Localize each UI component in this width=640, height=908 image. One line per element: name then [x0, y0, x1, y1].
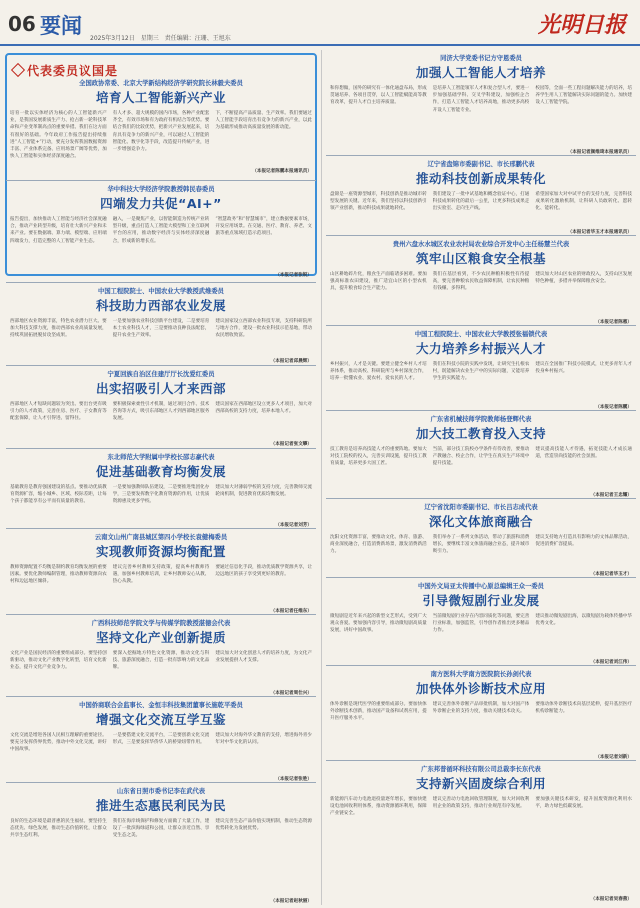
article-byline: （本报记者陈鹏本报通讯员）: [252, 169, 312, 174]
article: [330, 329, 632, 408]
column-divider: [321, 50, 322, 905]
article-byline: （本报记者刘新）: [595, 755, 632, 760]
article-body: 一是要搭建文化交流平台，二是要创新文化交流形式，三是要发挥华侨华人的桥梁纽带作用。: [112, 733, 210, 746]
rule: [6, 696, 316, 697]
article-byline: （本报记者张锐）: [275, 273, 312, 278]
article-title: 推进生态惠民利民为民: [95, 798, 226, 813]
article-body: 融入，一是聚焦产业，以智能制造为传统产业转型升级，重点打造人工智能大模型和工业互联网平台的应用，推动数字经济与实体经济深度融合，形成新的增长点。: [112, 217, 210, 244]
article-kicker: 广东省机械技师学院教师杨登辉代表: [430, 416, 532, 423]
article-body: 和你想做，国外的研究有一体化通盘布局，形成贯通培养、各项目贯穿，以人工智能赋能高等教育改革，提升人才自主培养质量。: [330, 86, 427, 106]
article-body: 校园等，全面一些工程问题解决能力的培养，培养学生用人工智能解决实际问题的能力。加快建设人工智能学院。: [535, 86, 633, 106]
rule: [326, 665, 636, 666]
article: [10, 184, 312, 280]
article-body: 新能源汽车动力电池退役量逐年增长，要加快建设电池回收利用体系，推动资源循环利用，保障产业链安全。: [330, 797, 427, 817]
article-kicker: 华中科技大学经济学院教授韩民春委员: [107, 186, 215, 193]
article-body: 建议完善动力电池回收管理制度，加大对回收利用企业的政策支持，推动行业规范有序发展。: [432, 797, 530, 810]
article-body: 技工教育是培养高技能人才的重要阵地。要加大对技工院校的投入，完善实训设施，提升技工教育质量，培养更多大国工匠。: [330, 447, 427, 467]
rule: [6, 448, 316, 449]
article-body: 盘锦是一座资源型城市，科技创新是推动城市转型发展的关键。近年来，我们坚持以科技创新引领产业创新，推动科技成果就地转化。: [330, 192, 427, 212]
article-body: 建议国家设立西部农业科技专项，支持科研院所与地方合作，建设一批农业科技示范基地，带动农民增收致富。: [215, 319, 313, 339]
article: [330, 53, 632, 153]
article-body: 是培养人工智能领军人才和复合型人才，要进一步加强基础学科、交叉学科建设，加强校企合作，打造人工智能人才培养高地，推动更多高校开设人工智能专业。: [432, 86, 530, 113]
article: [10, 700, 312, 780]
article-kicker: 中国侨商联合会监事长、金恒丰科技集团董事长施乾平委员: [79, 702, 243, 709]
article-title: 科技助力西部农业发展: [95, 298, 226, 313]
article: [330, 159, 632, 233]
article-byline: （本报记者张文攀）: [270, 442, 312, 447]
article-title: 加快体外诊断技术应用: [415, 681, 546, 696]
article: [10, 78, 312, 178]
article: [330, 581, 632, 663]
article-title: 筑牢山区粮食安全根基: [415, 251, 546, 266]
rule: [326, 325, 636, 326]
article-body: 我们举办了一系列文体活动，带动了旅游和消费增长，要继续丰富文体旅商融合业态，提升城市吸引力。: [432, 535, 530, 555]
article-title: 推动科技创新成果转化: [415, 171, 546, 186]
article-body: 下，不断提高产品质量、生产效率。我们要通过人工智能手段培育出有竞争力的新兴产业，以此为基础形成推动高质量发展的新动能。: [215, 111, 313, 131]
article-body: 教师资源配置不均衡是制约教育均衡发展的重要因素。要优化教师编制管理，推动教师资源向农村和边远地区倾斜。: [10, 565, 107, 585]
rule: [326, 155, 636, 156]
article-body: 建议加大对薄弱学校的支持力度，完善教师交流轮岗机制，促进教育优质均衡发展。: [215, 485, 313, 498]
rule: [6, 180, 316, 181]
article-body: 良好的生态环境是最普惠的民生福祉。要坚持生态优先、绿色发展，推动生态价值转化，让群众共享生态红利。: [10, 819, 107, 839]
article: [330, 414, 632, 496]
article-body: 一是要加强教师队伍建设，二是要推进集团化办学，三是要发挥数字化教育资源的作用，让优质资源惠及更多学校。: [112, 485, 210, 505]
article-kicker: 山东省日照市委书记李在武代表: [116, 788, 206, 795]
article-byline: （本报记者毕玉才本报通讯员）: [567, 230, 632, 235]
page-header: [0, 0, 640, 46]
article-body: 要深入挖掘地方特色文化资源，推动文化与科技、旅游深度融合，打造一批有影响力的文化品牌。: [112, 651, 210, 671]
article-body: 建议完善生态产品价值实现机制，推动生态资源优势转化为发展优势。: [215, 819, 313, 832]
article-kicker: 同济大学党委书记方守恩委员: [440, 55, 522, 62]
article-kicker: 东北师范大学附属中学校长邵志豪代表: [107, 454, 215, 461]
article-body: 要加强关键技术研发，提升固废资源化利用水平，助力绿色低碳发展。: [535, 797, 633, 810]
page-number: 06: [8, 12, 36, 36]
article-body: 建议加大对山区农业的财政投入，支持山区发展特色种植，多措并举保障粮食安全。: [535, 272, 633, 285]
article-kicker: 南方医科大学南方医院院长孙剑代表: [430, 671, 532, 678]
article: [10, 786, 312, 904]
article-body: 建议提高技能人才待遇，拓宽技能人才成长通道，营造崇尚技能的社会氛围。: [535, 447, 633, 460]
article-byline: （本报记者吴春燕）: [590, 897, 632, 902]
article-title: 出实招吸引人才来西部: [95, 381, 226, 396]
article-body: 西部地区人才短缺问题较为突出。要出台更有吸引力的人才政策，完善住房、医疗、子女教育等配套保障，让人才引得进、留得住。: [10, 402, 107, 422]
rule: [326, 498, 636, 499]
article: [10, 286, 312, 363]
rule: [6, 528, 316, 529]
article-title: 加强人工智能人才培养: [415, 65, 546, 80]
article-title: 促进基础教育均衡发展: [95, 464, 226, 479]
article-byline: （本报记者刘江伟）: [590, 660, 632, 665]
article-body: 当前微短剧行业存在内容同质化等问题，要完善行业标准，加强监管，引导创作者推出更多精品力作。: [432, 614, 530, 634]
article-body: 建议完善体外诊断产品审批机制，加大对国产体外诊断企业的支持力度，推动关键技术攻关。: [432, 702, 530, 715]
article-byline: （本报记者陈惠）: [595, 320, 632, 325]
rule: [326, 410, 636, 411]
article-body: 建议完善乡村教师支持政策，提高乡村教师待遇，加强乡村教师培训，让乡村教师安心从教、热心从教。: [112, 565, 210, 585]
article-title: 四端发力共促“AI+”: [100, 196, 222, 211]
article: [330, 239, 632, 323]
article-byline: （本报记者周仕兴）: [270, 691, 312, 696]
article-byline: （本报记者张胜）: [275, 777, 312, 782]
article-body: 乡村振兴，人才是关键。要建立健全乡村人才培养体系，推动高校、科研院所与乡村深度合作，培养一批懂农业、爱农村、爱农民的人才。: [330, 362, 427, 382]
article: [330, 669, 632, 758]
article-body: 建议支持地方打造具有影响力的文体品牌活动，促进消费扩容提质。: [535, 535, 633, 548]
article-kicker: 宁夏回族自治区住建厅厅长沈爱红委员: [107, 371, 215, 378]
article-kicker: 中国外文局亚太传播中心原总编辑王众一委员: [418, 583, 544, 590]
article-kicker: 广西科技师范学院文学与传媒学院教授湛徳会代表: [91, 620, 231, 627]
column-tag: 代表委员议国是: [27, 64, 119, 78]
article-kicker: 云南文山州广南县城区第四小学校长袁健梅委员: [94, 534, 228, 541]
article-title: 培育人工智能新兴产业: [95, 90, 226, 105]
article-body: 文化交流是增进各国人民相互理解的重要途径。要充分发挥侨界优势，推动中外文化交流，讲好中国故事。: [10, 733, 107, 753]
article-body: 我们建设了一批中试基地和概念验证中心，打通科技成果转化的最后一公里，让更多科技成果走出实验室、走向生产线。: [432, 192, 530, 212]
article-kicker: 贵州六盘水水城区农业农村局农业综合开发中心主任杨慧兰代表: [392, 241, 570, 248]
article: [10, 369, 312, 446]
article-body: “智慧政务”和“智慧城市”，建立数据要素市场，开发应用场景。在交通、医疗、教育、养老、文旅等重点领域打造示范项目。: [215, 217, 313, 237]
newspaper-logo: 光明日报: [537, 12, 626, 38]
article-kicker: 中国工程院院士、中国农业大学教授武维委员: [98, 288, 224, 295]
rule: [326, 760, 636, 761]
article: [10, 618, 312, 694]
rule: [6, 782, 316, 783]
article-byline: （本报记者赵秋丽）: [270, 899, 312, 904]
rule: [6, 282, 316, 283]
article: [330, 502, 632, 575]
article-title: 引导微短剧行业发展: [422, 593, 540, 608]
article-kicker: 广东邦普循环科技有限公司总裁李长东代表: [421, 766, 541, 773]
article: [10, 452, 312, 526]
article-body: 我们在科技小院的实践中发现，让研究生扎根农村，既能解决农业生产中的实际问题，又能培养学生的实践能力。: [432, 362, 530, 382]
article-byline: （本报记者刘芳）: [275, 523, 312, 528]
article-body: 建议推动微短剧出海，以微短剧为载体传播中华优秀文化。: [535, 614, 633, 627]
article-body: 沈阳文化资源丰富，要推动文化、体育、旅游、商业深度融合，打造消费新场景，激发消费新活力。: [330, 535, 427, 555]
article-byline: （本报记者陈鹏）: [595, 405, 632, 410]
article-body: 基础教育是教育强国建设的基点。要推动优质教育资源扩容，缩小城乡、区域、校际差距，让每个孩子都能享有公平而有质量的教育。: [10, 485, 107, 505]
article-body: 文化产业是国民经济的重要组成部分。要坚持创新驱动，推动文化产业数字化转型，培育文化新业态，提升文化产业竞争力。: [10, 651, 107, 671]
rule: [6, 365, 316, 366]
article-body: 培育一批以实体经济为核心的人工智能新兴产业，是我国发展新质生产力、抢占新一轮科技革命和产业变革制高点的重要举措。我们在这方面有很好的基础。今年政府工作报告提出持续推进“人工智能+”行动，要充分发挥我国数据资源丰富、产业体系完备、应用场景广阔等优势，加快人工智能和实体经济深度融合。: [10, 111, 107, 160]
article-body: 当前，部分技工院校办学条件有待改善，要推动产教融合、校企合作，让学生在真实生产环境中提升技能。: [432, 447, 530, 467]
edition-meta: 2025年3月12日 星期三 责任编辑：汪珊、王旭东: [90, 35, 231, 42]
article-body: 建议在全国推广科技小院模式，让更多青年人才投身乡村振兴。: [535, 362, 633, 375]
article-body: 我们在海岸线保护和修复方面做了大量工作，建设了一批滨海绿道和公园，让群众亲近自然、享受生态之美。: [112, 819, 210, 839]
article-body: 建议加大对海外华文教育的支持，增进海外青少年对中华文化的认同。: [215, 733, 313, 746]
article-body: 我们在基层看到，不少农民种粮积极性有待提高，要完善种粮农民收益保障机制，让农民种粮有钱赚、多得利。: [432, 272, 530, 292]
article-body: 体外诊断是现代医学的重要组成部分。要加快体外诊断技术创新，推动国产设备和试剂应用，提升医疗服务水平。: [330, 702, 427, 722]
article-kicker: 全国政协常委、北京大学新结构经济学研究院长林毅夫委员: [79, 80, 243, 87]
article: [330, 764, 632, 904]
article-byline: （本报记者邱晨辉）: [270, 359, 312, 364]
article-body: 要通过信息化手段，推动优质教学资源共享，让边远地区的孩子享受到更好的教育。: [215, 565, 313, 578]
article: [10, 532, 312, 612]
article-title: 大力培养乡村振兴人才: [415, 341, 546, 356]
article-byline: （本报记者毕玉才）: [590, 572, 632, 577]
article-body: 建议国家在西部地区设立更多人才项目，加大对西部高校的支持力度，培养本地人才。: [215, 402, 313, 415]
article-body: 建议加大对文化创意人才的培养力度，为文化产业发展提供人才支撑。: [215, 651, 313, 664]
article-title: 支持新兴固废综合利用: [415, 776, 546, 791]
article-title: 增强文化交流互学互鉴: [95, 712, 226, 727]
article-body: 希望国家加大对中试平台的支持力度，完善科技成果转化激励机制，让科研人员敢转化、愿转化、能转化。: [535, 192, 633, 212]
article-body: 要推动体外诊断技术向基层延伸，提升基层医疗机构诊断能力。: [535, 702, 633, 715]
article-byline: （本报记者颜维琦本报通讯员）: [567, 150, 632, 155]
rule: [6, 614, 316, 615]
article-kicker: 辽宁省沈阳市委副书记、市长吕志成代表: [424, 504, 538, 511]
article-title: 深化文体旅商融合: [428, 514, 533, 529]
article-body: 要积极探索柔性引才机制，通过项目合作、技术咨询等方式，吸引东部地区人才到西部地区服务发展。: [112, 402, 210, 422]
article-kicker: 中国工程院院士、中国农业大学教授张福锁代表: [414, 331, 548, 338]
article-title: 实现教师资源均衡配置: [95, 544, 226, 559]
article-body: 西部地区农业资源丰富，特色农业潜力巨大。要加大科技支撑力度，推动西部农业高质量发展，持续巩固拓展脱贫攻坚成果。: [10, 319, 107, 339]
rule: [326, 577, 636, 578]
article-kicker: 辽宁省盘锦市委副书记、市长邢鹏代表: [427, 161, 535, 168]
article-title: 加大技工教育投入支持: [415, 426, 546, 441]
section-title: 要闻: [40, 14, 82, 38]
article-body: 一是要加强农业科技创新平台建设，二是要培育本土农业科技人才，三是要推动良种良法配套，提升农业生产效率。: [112, 319, 210, 339]
article-byline: （本报记者王忠耀）: [590, 493, 632, 498]
article-body: 山区耕地碎片化，粮食生产面临诸多困难。要加强高标准农田建设，推广适宜山区的小型农机具，提升粮食综合生产能力。: [330, 272, 427, 292]
article-body: 报告提出，加快推动人工智能与经济社会深度融合，推动产业转型升级，培育壮大新兴产业和未来产业。要在数据端、算力端、模型端、应用端四端发力，打造完整的人工智能产业生态。: [10, 217, 107, 244]
article-byline: （本报记者任维东）: [270, 609, 312, 614]
article-title: 坚持文化产业创新提质: [95, 630, 226, 645]
article-body: 有人才多、超大规模的国内市场，各种产业配套齐全，有效市场和有为政府有机结合等优势。要结合我们的比较优势，把新兴产业发展起来，培育具有竞争力的新兴产业，可以通过人工智能的智能化、数字化等手段，改造提升传统产业，进一步增强竞争力。: [112, 111, 210, 153]
article-body: 微短剧是近年来兴起的新型文艺形式，受到广大观众喜爱。要加强内容引导，推动微短剧高质量发展，讲好中国故事。: [330, 614, 427, 634]
rule: [326, 235, 636, 236]
